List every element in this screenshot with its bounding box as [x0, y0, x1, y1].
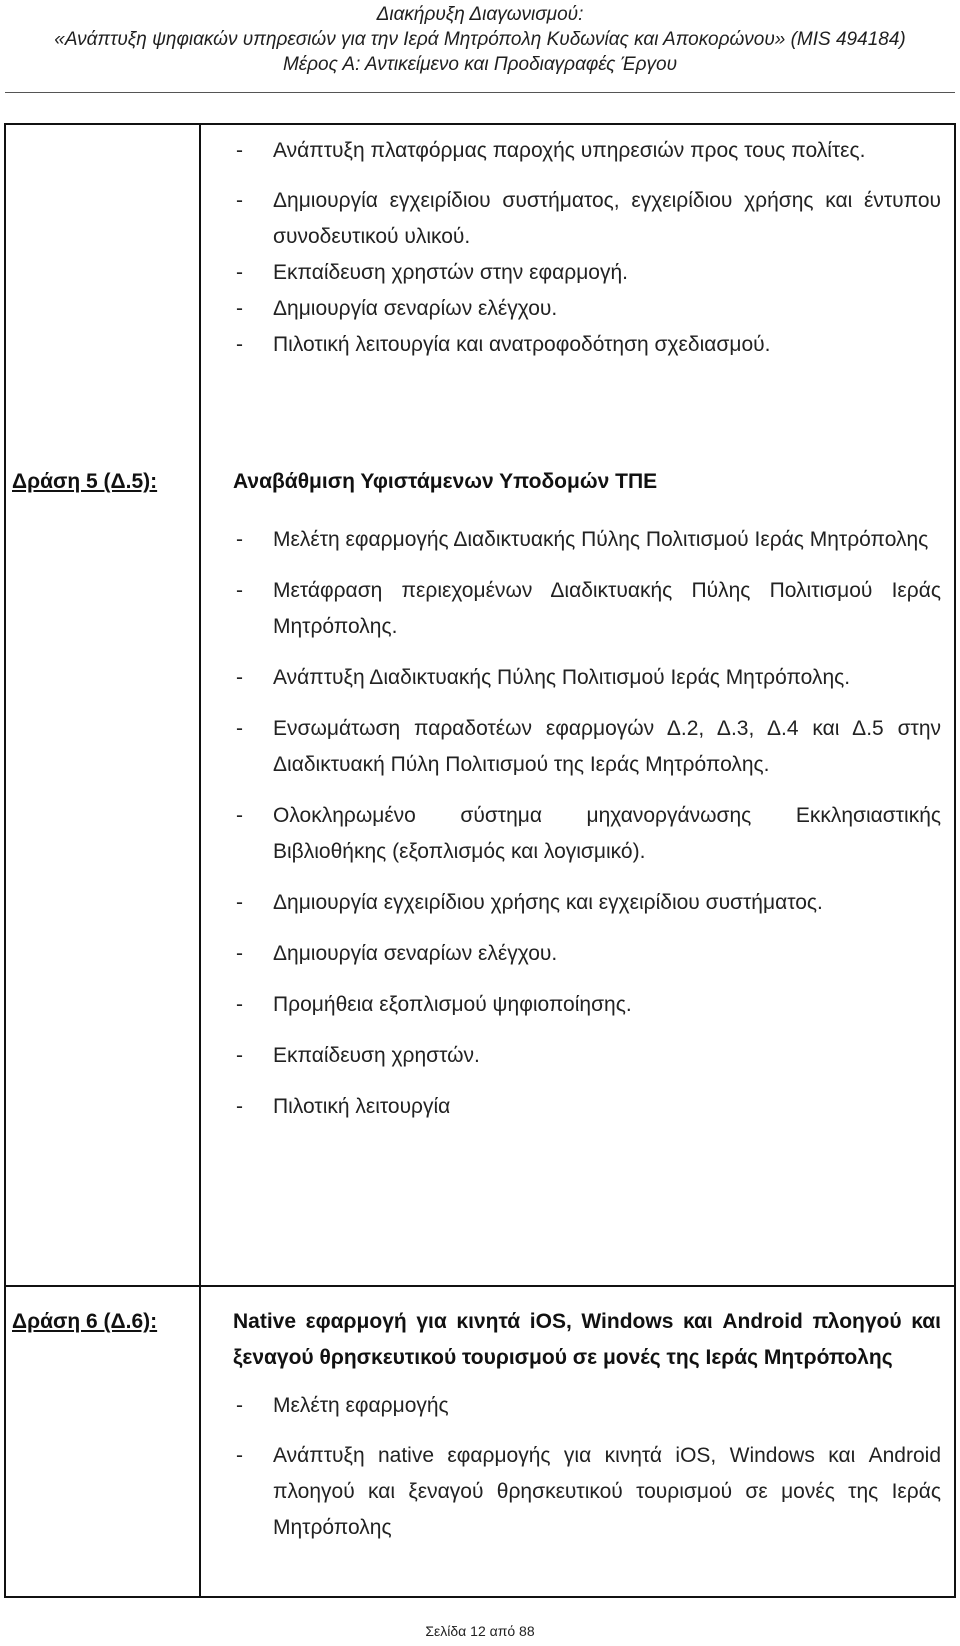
list-item: - Μελέτη εφαρμογής — [233, 1388, 941, 1424]
list-item: - Πιλοτική λειτουργία — [233, 1089, 941, 1125]
list-item: - Πιλοτική λειτουργία και ανατροφοδότηση σχεδιασμού. — [233, 327, 941, 363]
header-project-name: «Ανάπτυξη ψηφιακών υπηρεσιών για την Ιερά Μητρόπολη Κυδωνίας και Αποκορώνου» (MIS 494184) — [54, 29, 906, 50]
list-item: - Προμήθεια εξοπλισμού ψηφιοποίησης. — [233, 987, 941, 1023]
action-6-label: Δράση 6 (Δ.6): — [12, 1310, 158, 1333]
list-item: - Ενσωμάτωση παραδοτέων εφαρμογών Δ.2, Δ.3, Δ.4 και Δ.5 στην Διαδικτυακή Πύλη Πολιτισμού της Ιεράς Μητρόπολης. — [233, 711, 941, 783]
action-5-label: Δράση 5 (Δ.5): — [12, 470, 158, 493]
continued-items — [233, 133, 941, 363]
list-item: - Δημιουργία σεναρίων ελέγχου. — [233, 936, 941, 972]
list-item: - Εκπαίδευση χρηστών. — [233, 1038, 941, 1074]
list-item: - Μετάφραση περιεχομένων Διαδικτυακής Πύλης Πολιτισμού Ιεράς Μητρόπολης. — [233, 573, 941, 645]
page-header — [0, 0, 960, 77]
column-divider — [199, 125, 201, 1596]
list-item: - Ανάπτυξη native εφαρμογής για κινητά iOS, Windows και Android πλοηγού και ξεναγού θρησκευτικού τουρισμού σε μονές της Ιεράς Μητρόπολης — [233, 1438, 941, 1546]
list-item: - Μελέτη εφαρμογής Διαδικτυακής Πύλης Πολιτισμού Ιεράς Μητρόπολης — [233, 522, 941, 558]
header-section: Μέρος Α: Αντικείμενο και Προδιαγραφές Έργου — [282, 54, 678, 75]
list-item: - Δημιουργία εγχειρίδιου χρήσης και εγχειρίδιου συστήματος. — [233, 885, 941, 921]
list-item: - Δημιουργία εγχειρίδιου συστήματος, εγχειρίδιου χρήσης και έντυπου συνοδευτικού υλικού. — [233, 183, 941, 255]
action-6-content — [233, 1304, 941, 1546]
action-5-title: Αναβάθμιση Υφιστάμενων Υποδομών ΤΠΕ — [233, 470, 658, 493]
action-5-content — [233, 464, 941, 1125]
page-number: Σελίδα 12 από 88 — [425, 1623, 535, 1639]
header-divider — [5, 92, 955, 93]
list-item: - Ολοκληρωμένο σύστημα μηχανοργάνωσης Εκκλησιαστικής Βιβλιοθήκης (εξοπλισμός και λογισμικό). — [233, 798, 941, 870]
list-item: - Εκπαίδευση χρηστών στην εφαρμογή. — [233, 255, 941, 291]
list-item: - Δημιουργία σεναρίων ελέγχου. — [233, 291, 941, 327]
row-divider — [6, 1285, 954, 1287]
header-title: Διακήρυξη Διαγωνισμού: — [376, 4, 584, 25]
action-6-title: Native εφαρμογή για κινητά iOS, Windows και Android πλοηγού και ξεναγού θρησκευτικού τουρισμού σε μονές της Ιεράς Μητρόπολης — [233, 1310, 941, 1369]
list-item: - Ανάπτυξη Διαδικτυακής Πύλης Πολιτισμού Ιεράς Μητρόπολης. — [233, 660, 941, 696]
list-item: - Ανάπτυξη πλατφόρμας παροχής υπηρεσιών προς τους πολίτες. — [233, 133, 941, 169]
